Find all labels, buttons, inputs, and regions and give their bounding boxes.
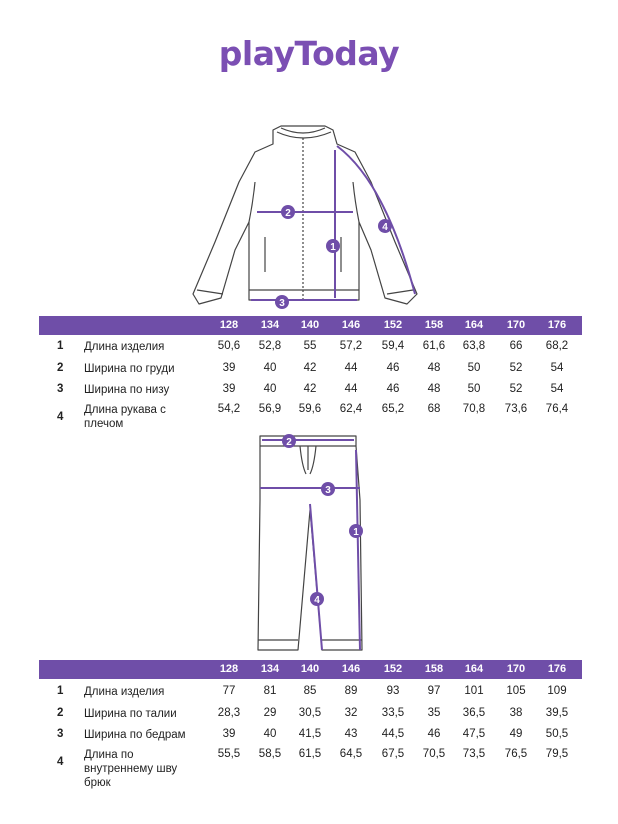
cell-value: 48 (427, 383, 441, 395)
cell-value: 44,5 (381, 728, 405, 740)
pants-table-header (39, 660, 582, 679)
pants-size-table (39, 660, 582, 789)
cell-value: 63,8 (462, 340, 486, 352)
cell-value: 73,6 (504, 403, 528, 415)
size-header-128: 128 (219, 319, 239, 331)
row-label: Длина по внутреннему шву брюк (84, 749, 178, 789)
row-label: Длина изделия (84, 341, 165, 353)
cell-value: 48 (427, 362, 441, 374)
cell-value: 39 (222, 728, 236, 740)
cell-value: 73,5 (462, 748, 486, 760)
cell-value: 68 (427, 403, 441, 415)
row-label: Длина рукава с плечом (84, 404, 166, 430)
cell-value: 55 (303, 340, 317, 352)
cell-value: 70,8 (462, 403, 486, 415)
pants-sketch (248, 430, 373, 660)
cell-value: 56,9 (258, 403, 282, 415)
size-header-140: 140 (300, 663, 320, 675)
cell-value: 46 (386, 362, 400, 374)
size-header-146: 146 (341, 319, 361, 331)
cell-value: 52 (509, 362, 523, 374)
cell-value: 41,5 (298, 728, 322, 740)
row-number: 1 (57, 685, 64, 697)
cell-value: 59,4 (381, 340, 405, 352)
size-header-152: 152 (383, 663, 403, 675)
size-header-134: 134 (260, 319, 280, 331)
cell-value: 77 (222, 685, 236, 697)
cell-value: 42 (303, 383, 317, 395)
row-label: Ширина по талии (84, 708, 177, 720)
jacket-marker-2: 2 (285, 208, 291, 219)
cell-value: 32 (344, 707, 358, 719)
row-label: Длина изделия (84, 686, 165, 698)
size-header-152: 152 (383, 319, 403, 331)
cell-value: 50 (467, 362, 481, 374)
cell-value: 50 (467, 383, 481, 395)
row-label: Ширина по груди (84, 363, 175, 375)
size-header-146: 146 (341, 663, 361, 675)
size-header-164: 164 (464, 663, 484, 675)
row-number: 2 (57, 362, 64, 374)
size-header-140: 140 (300, 319, 320, 331)
cell-value: 39 (222, 383, 236, 395)
cell-value: 58,5 (258, 748, 282, 760)
row-number: 4 (57, 756, 64, 768)
pants-marker-4: 4 (314, 595, 320, 606)
cell-value: 36,5 (462, 707, 486, 719)
cell-value: 54 (550, 383, 564, 395)
cell-value: 29 (263, 707, 277, 719)
cell-value: 59,6 (298, 403, 322, 415)
row-number: 3 (57, 728, 64, 740)
cell-value: 79,5 (545, 748, 569, 760)
cell-value: 35 (427, 707, 441, 719)
cell-value: 42 (303, 362, 317, 374)
cell-value: 49 (509, 728, 523, 740)
jacket-marker-1: 1 (330, 242, 336, 253)
cell-value: 97 (427, 685, 441, 697)
row-label: Ширина по бедрам (84, 729, 186, 741)
cell-value: 38 (509, 707, 523, 719)
cell-value: 109 (547, 685, 567, 697)
row-number: 1 (57, 340, 64, 352)
cell-value: 43 (344, 728, 358, 740)
brand-logo: playToday (218, 34, 400, 73)
cell-value: 28,3 (217, 707, 241, 719)
size-header-128: 128 (219, 663, 239, 675)
size-header-170: 170 (506, 663, 526, 675)
cell-value: 61,5 (298, 748, 322, 760)
cell-value: 93 (386, 685, 400, 697)
jacket-sketch (185, 122, 425, 312)
cell-value: 101 (464, 685, 484, 697)
cell-value: 89 (344, 685, 358, 697)
cell-value: 54,2 (217, 403, 241, 415)
cell-value: 67,5 (381, 748, 405, 760)
cell-value: 46 (427, 728, 441, 740)
cell-value: 46 (386, 383, 400, 395)
cell-value: 76,4 (545, 403, 569, 415)
row-label: Ширина по низу (84, 384, 170, 396)
row-number: 2 (57, 707, 64, 719)
cell-value: 66 (509, 340, 523, 352)
cell-value: 81 (263, 685, 277, 697)
cell-value: 64,5 (339, 748, 363, 760)
cell-value: 65,2 (381, 403, 405, 415)
size-header-158: 158 (424, 663, 444, 675)
cell-value: 40 (263, 728, 277, 740)
cell-value: 54 (550, 362, 564, 374)
size-header-158: 158 (424, 319, 444, 331)
pants-marker-2: 2 (286, 437, 292, 448)
cell-value: 44 (344, 362, 358, 374)
cell-value: 85 (303, 685, 317, 697)
row-number: 3 (57, 383, 64, 395)
cell-value: 52,8 (258, 340, 282, 352)
size-header-164: 164 (464, 319, 484, 331)
cell-value: 52 (509, 383, 523, 395)
cell-value: 68,2 (545, 340, 569, 352)
cell-value: 33,5 (381, 707, 405, 719)
cell-value: 39 (222, 362, 236, 374)
cell-value: 50,5 (545, 728, 569, 740)
cell-value: 47,5 (462, 728, 486, 740)
cell-value: 70,5 (422, 748, 446, 760)
cell-value: 76,5 (504, 748, 528, 760)
cell-value: 44 (344, 383, 358, 395)
cell-value: 30,5 (298, 707, 322, 719)
cell-value: 40 (263, 362, 277, 374)
size-header-176: 176 (547, 663, 567, 675)
cell-value: 105 (506, 685, 526, 697)
cell-value: 61,6 (422, 340, 446, 352)
cell-value: 39,5 (545, 707, 569, 719)
cell-value: 50,6 (217, 340, 241, 352)
cell-value: 57,2 (339, 340, 363, 352)
size-header-134: 134 (260, 663, 280, 675)
cell-value: 40 (263, 383, 277, 395)
jacket-marker-3: 3 (279, 298, 285, 309)
cell-value: 62,4 (339, 403, 363, 415)
size-header-170: 170 (506, 319, 526, 331)
row-number: 4 (57, 411, 64, 423)
jacket-table-header (39, 316, 582, 335)
cell-value: 55,5 (217, 748, 241, 760)
size-header-176: 176 (547, 319, 567, 331)
pants-marker-3: 3 (325, 485, 331, 496)
jacket-size-table (39, 316, 582, 430)
jacket-marker-4: 4 (382, 222, 388, 233)
pants-marker-1: 1 (353, 527, 359, 538)
